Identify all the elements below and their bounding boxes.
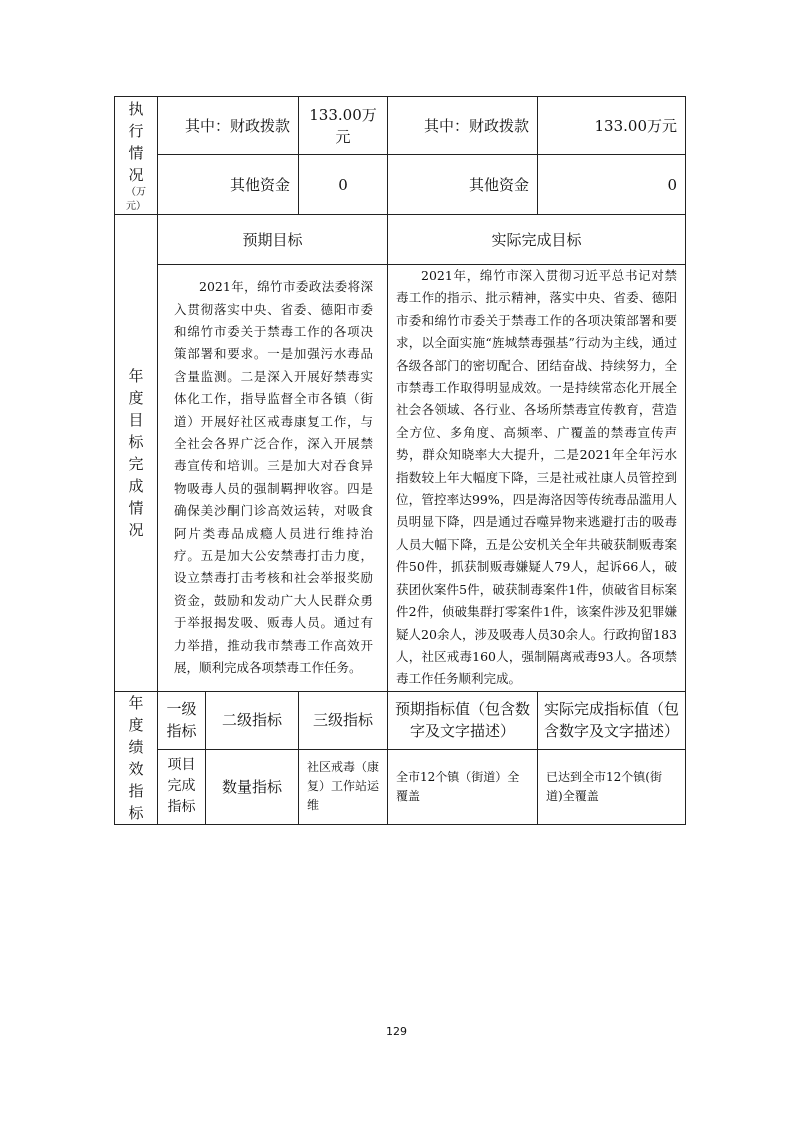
exec-section-label bbox=[115, 97, 158, 215]
goals-section-label bbox=[115, 215, 158, 692]
performance-table bbox=[114, 96, 686, 825]
perf-row-level3: 社区戒毒（康复）工作站运维 bbox=[299, 749, 388, 824]
exec-row1-value-a-text: 133.00万元 bbox=[309, 105, 377, 146]
perf-header-level2: 二级指标 bbox=[206, 691, 299, 749]
exec-row1-label-b: 其中：财政拨款 bbox=[388, 97, 538, 155]
goals-expected-text: 2021年，绵竹市委政法委将深入贯彻落实中央、省委、德阳市委和绵竹市委关于禁毒工作的各项决策部署和要求。一是加强污水毒品含量监测。二是深入开展好禁毒实体化工作，指导监督全市各镇（街道）开展好社区戒毒康复工作，与全社会各界广泛合作，深入开展禁毒宣传和培训。三是加大对吞食异物吸毒人员的强制羁押收容。四是确保美沙酮门诊高效运转，对吸食阿片类毒品成瘾人员进行维持治疗。五是加大公安禁毒打击力度，设立禁毒打击考核和社会举报奖励资金，鼓励和发动广大人民群众勇于举报揭发吸、贩毒人员。通过有力举措，推动我市禁毒工作高效开展，顺利完成各项禁毒工作任务。 bbox=[158, 265, 388, 692]
perf-section-label bbox=[115, 691, 158, 824]
exec-row2-label-a: 其他资金 bbox=[158, 155, 299, 215]
perf-section-title: 年度绩效指标 bbox=[128, 693, 144, 822]
goals-actual-header: 实际完成目标 bbox=[388, 215, 686, 265]
perf-row-level2: 数量指标 bbox=[206, 749, 299, 824]
perf-header-level3: 三级指标 bbox=[299, 691, 388, 749]
exec-row1-label-a: 其中：财政拨款 bbox=[158, 97, 299, 155]
perf-row-expected: 全市12个镇（街道）全覆盖 bbox=[388, 749, 538, 824]
exec-row1-value-a bbox=[299, 97, 388, 155]
goals-section-title: 年度目标完成情况 bbox=[128, 366, 144, 539]
exec-row1-value-b: 133.00万元 bbox=[538, 97, 686, 155]
exec-unit: （万元） bbox=[126, 186, 146, 212]
goals-expected-header: 预期目标 bbox=[158, 215, 388, 265]
perf-header-actual: 实际完成指标值（包含数字及文字描述） bbox=[538, 691, 686, 749]
perf-header-level1-text: 一级指标 bbox=[166, 700, 197, 741]
exec-row2-label-b: 其他资金 bbox=[388, 155, 538, 215]
perf-row-actual: 已达到全市12个镇(街道)全覆盖 bbox=[538, 749, 686, 824]
perf-row-level1 bbox=[158, 749, 206, 824]
perf-header-level1 bbox=[158, 691, 206, 749]
perf-row-level1-text: 项目完成指标 bbox=[167, 757, 196, 816]
exec-row2-value-b: 0 bbox=[538, 155, 686, 215]
exec-row2-value-a: 0 bbox=[299, 155, 388, 215]
goals-actual-text: 2021年，绵竹市深入贯彻习近平总书记对禁毒工作的指示、批示精神，落实中央、省委、德阳市委和绵竹市委关于禁毒工作的各项决策部署和要求，以全面实施“旌城禁毒强基”行动为主线，通过各级各部门的密切配合、团结奋战、持续努力，全市禁毒工作取得明显成效。一是持续常态化开展全社会各领域、各行业、各场所禁毒宣传教育，营造全方位、多角度、高频率、广覆盖的禁毒宣传声势，群众知晓率大大提升，二是2021年全年污水指数较上年大幅度下降，三是社戒社康人员管控到位，管控率达99%，四是海洛因等传统毒品滥用人员明显下降，四是通过吞噬异物来逃避打击的吸毒人员大幅下降，五是公安机关全年共破获制贩毒案件50件，抓获制贩毒嫌疑人79人，起诉66人，破获团伙案件5件，破获制毒案件1件，侦破省目标案件2件，侦破集群打零案件1件，该案件涉及犯罪嫌疑人20余人，涉及吸毒人员30余人。行政拘留183人，社区戒毒160人，强制隔离戒毒93人。各项禁毒工作任务顺利完成。 bbox=[388, 265, 686, 692]
perf-header-expected: 预期指标值（包含数字及文字描述） bbox=[388, 691, 538, 749]
exec-section-title: 执行情况 bbox=[128, 99, 144, 184]
page-number: 129 bbox=[386, 1025, 407, 1038]
